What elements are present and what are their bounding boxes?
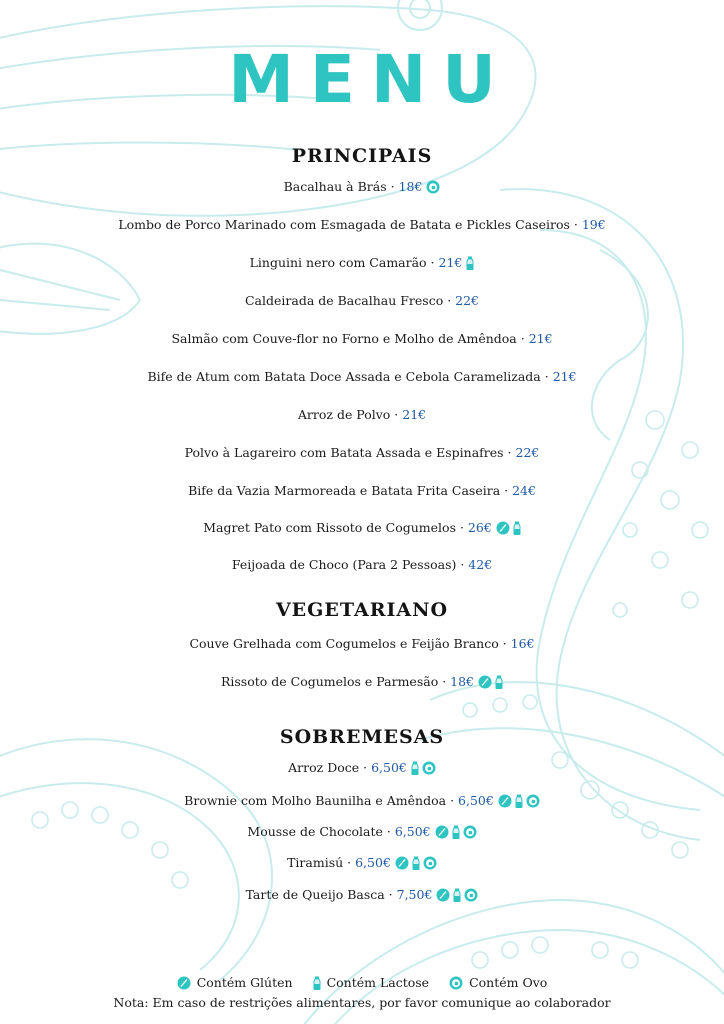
menu-item <box>0 635 724 653</box>
item-price: 7,50€ <box>396 887 433 902</box>
item-price: 21€ <box>438 255 463 270</box>
egg-icon <box>464 888 478 902</box>
price-separator: · <box>384 887 397 902</box>
item-price: 16€ <box>510 636 535 651</box>
item-price: 6,50€ <box>371 760 407 775</box>
milk-bottle-icon <box>452 825 460 839</box>
item-price: 42€ <box>468 557 493 572</box>
menu-item <box>0 823 724 841</box>
price-separator: · <box>500 483 513 498</box>
item-price: 22€ <box>515 445 540 460</box>
menu-item <box>0 292 724 310</box>
price-separator: · <box>382 824 395 839</box>
price-separator: · <box>503 445 516 460</box>
price-separator: · <box>456 520 468 535</box>
legend-label: Contém Ovo <box>469 975 548 990</box>
menu-title: MENU <box>228 41 512 118</box>
item-price: 21€ <box>402 407 427 422</box>
item-name: Arroz Doce <box>288 760 360 775</box>
menu-item <box>0 330 724 348</box>
price-separator: · <box>443 293 456 308</box>
item-price: 6,50€ <box>458 793 494 808</box>
item-name: Bife de Atum com Batata Doce Assada e Cebola Caramelizada <box>147 369 541 384</box>
item-price: 24€ <box>512 483 536 498</box>
menu-item <box>0 178 724 196</box>
legend-lactose <box>313 974 430 992</box>
section-heading-sobremesas: SOBREMESAS <box>279 726 445 748</box>
item-name: Mousse de Chocolate <box>247 824 383 839</box>
menu-item <box>0 886 724 904</box>
menu-item <box>0 482 724 500</box>
legend-label: Contém Glúten <box>196 975 293 990</box>
milk-bottle-icon <box>515 794 523 808</box>
menu-item <box>0 406 724 424</box>
allergen-legend <box>0 974 724 995</box>
menu-item <box>0 216 724 234</box>
wheat-icon <box>395 856 409 870</box>
milk-bottle-icon <box>466 256 474 270</box>
item-price: 26€ <box>467 520 492 535</box>
allergen-icons <box>498 794 540 808</box>
allergen-icons <box>395 856 437 870</box>
wheat-icon <box>496 521 510 535</box>
item-price: 6,50€ <box>355 855 391 870</box>
milk-bottle-icon <box>453 888 461 902</box>
menu-item <box>0 673 724 691</box>
price-separator: · <box>343 855 356 870</box>
allergen-icons <box>466 256 474 270</box>
menu-item <box>0 368 724 386</box>
price-separator: · <box>498 636 511 651</box>
egg-icon <box>526 794 540 808</box>
menu-item <box>0 759 724 777</box>
price-separator: · <box>516 331 529 346</box>
item-price: 21€ <box>552 369 577 384</box>
item-price: 22€ <box>455 293 480 308</box>
section-heading-principais: PRINCIPAIS <box>291 145 433 167</box>
item-name: Tarte de Queijo Basca <box>245 887 385 902</box>
item-name: Rissoto de Cogumelos e Parmesão <box>220 674 439 689</box>
price-separator: · <box>438 674 451 689</box>
price-separator: · <box>446 793 459 808</box>
legend-label: Contém Lactose <box>326 975 430 990</box>
legend-gluten <box>177 974 293 992</box>
price-separator: · <box>359 760 372 775</box>
item-name: Salmão com Couve-flor no Forno e Molho de Amêndoa <box>171 331 517 346</box>
allergen-icons <box>478 675 503 689</box>
milk-bottle-icon <box>313 976 321 990</box>
item-price: 21€ <box>528 331 553 346</box>
milk-bottle-icon <box>495 675 503 689</box>
item-name: Bacalhau à Brás <box>283 179 387 194</box>
wheat-icon <box>177 976 191 990</box>
item-name: Polvo à Lagareiro com Batata Assada e Espinafres <box>184 445 504 460</box>
item-price: 6,50€ <box>394 824 431 839</box>
price-separator: · <box>426 255 439 270</box>
egg-icon <box>426 180 440 194</box>
item-name: Couve Grelhada com Cogumelos e Feijão Branco <box>189 636 499 651</box>
menu-item <box>0 444 724 462</box>
egg-icon <box>449 976 463 990</box>
allergen-icons <box>411 761 436 775</box>
price-separator: · <box>456 557 469 572</box>
price-separator: · <box>390 407 403 422</box>
item-name: Linguini nero com Camarão <box>249 255 427 270</box>
egg-icon <box>463 825 477 839</box>
wheat-icon <box>435 825 449 839</box>
dietary-note: Nota: Em caso de restrições alimentares, por favor comunique ao colaborador <box>113 995 611 1010</box>
item-price: 18€ <box>450 674 475 689</box>
milk-bottle-icon <box>411 761 419 775</box>
item-name: Bife da Vazia Marmoreada e Batata Frita Caseira <box>188 483 501 498</box>
item-price: 19€ <box>581 217 606 232</box>
milk-bottle-icon <box>513 521 521 535</box>
item-name: Brownie com Molho Baunilha e Amêndoa <box>184 793 447 808</box>
menu-item <box>0 556 724 574</box>
wheat-icon <box>498 794 512 808</box>
egg-icon <box>423 856 437 870</box>
menu-item <box>0 792 724 810</box>
wheat-icon <box>478 675 492 689</box>
item-price: 18€ <box>398 179 423 194</box>
menu-item <box>0 854 724 872</box>
menu-item <box>0 254 724 272</box>
egg-icon <box>422 761 436 775</box>
allergen-icons <box>435 825 477 839</box>
wheat-icon <box>436 888 450 902</box>
allergen-icons <box>496 521 521 535</box>
price-separator: · <box>569 217 582 232</box>
price-separator: · <box>386 179 399 194</box>
item-name: Magret Pato com Rissoto de Cogumelos <box>203 520 456 535</box>
price-separator: · <box>540 369 553 384</box>
allergen-icons <box>436 888 478 902</box>
section-heading-vegetariano: VEGETARIANO <box>275 599 449 621</box>
item-name: Arroz de Polvo <box>297 407 391 422</box>
allergen-icons <box>426 180 440 194</box>
milk-bottle-icon <box>412 856 420 870</box>
item-name: Tiramisú <box>287 855 344 870</box>
item-name: Lombo de Porco Marinado com Esmagada de Batata e Pickles Caseiros <box>118 217 570 232</box>
legend-egg <box>449 974 547 992</box>
menu-item <box>0 519 724 537</box>
item-name: Caldeirada de Bacalhau Fresco <box>244 293 444 308</box>
item-name: Feijoada de Choco (Para 2 Pessoas) <box>231 557 457 572</box>
